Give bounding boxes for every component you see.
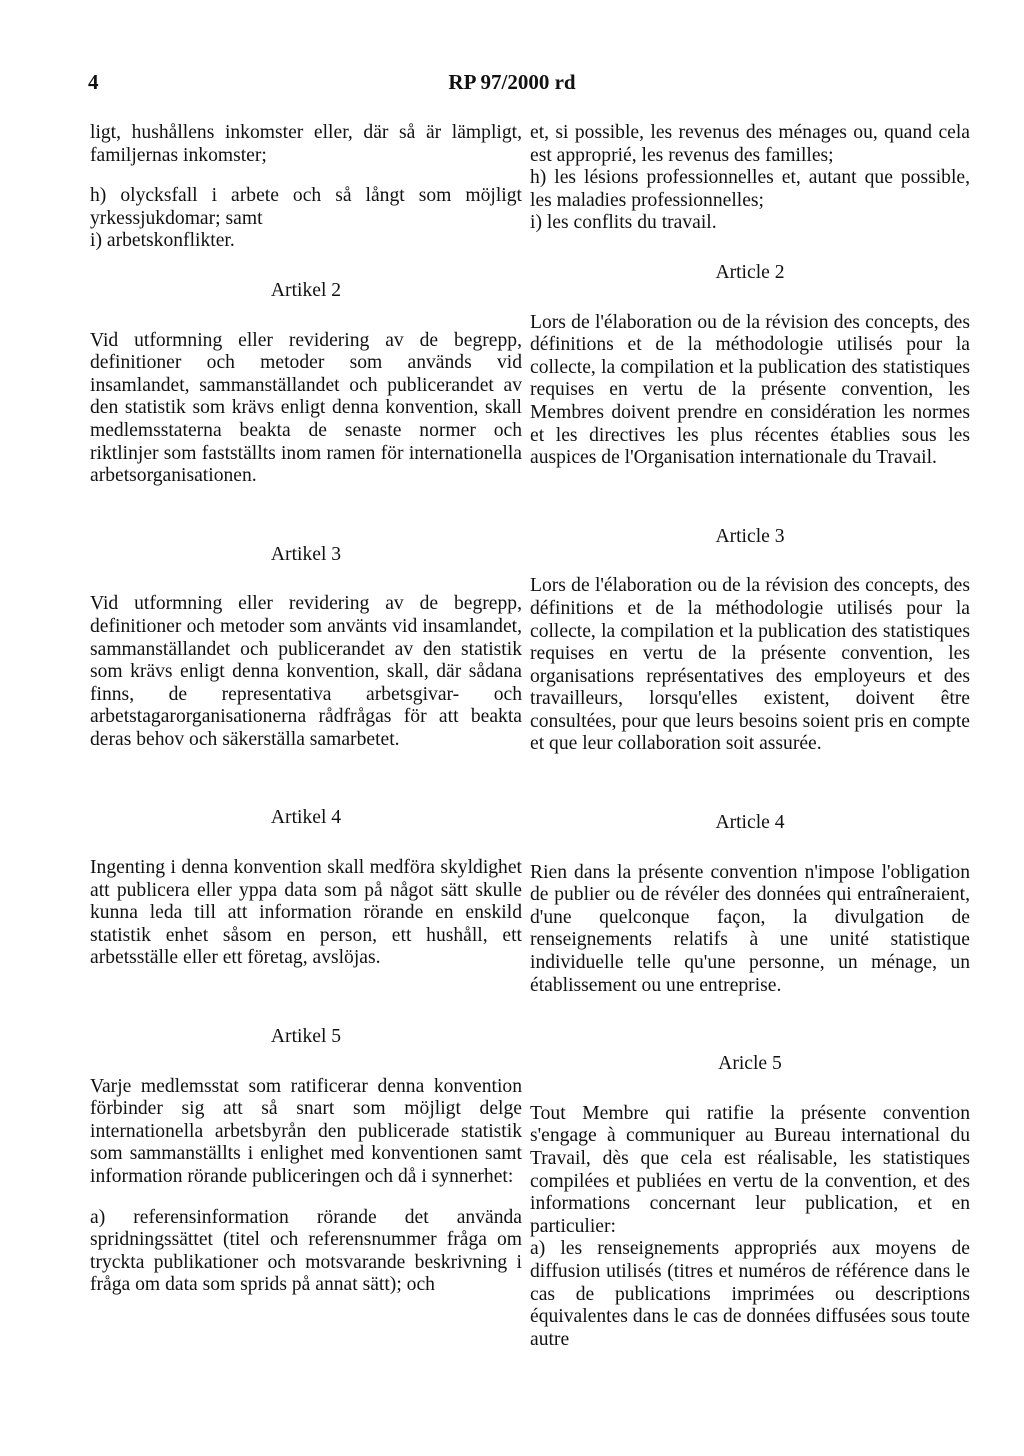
sv-article5-item-a: a) referensinformation rörande det använda spridningssättet (titel och referensnummer fråga om tryckta publikationer och motsvarande beskrivning i fråga om data som sprids på annat sätt); och (90, 1206, 522, 1296)
swedish-column (90, 122, 522, 1297)
fr-article2-heading: Article 2 (715, 261, 785, 283)
fr-article3-heading: Article 3 (715, 525, 785, 547)
french-column (530, 122, 970, 1351)
sv-article5-heading: Artikel 5 (270, 1026, 342, 1048)
page-header (0, 70, 1024, 100)
fr-article4-heading: Article 4 (715, 812, 785, 834)
sv-article2-text: Vid utformning eller revidering av de begrepp, definitioner och metoder som används vid insamlandet, sammanställandet och publicerandet av den statistik som krävs enligt denna konvention, skall medlemsstaterna beakta de senaste normer och riktlinjer som fastställts inom ramen för internationella arbetsorganisationen. (90, 329, 522, 487)
sv-item-h: h) olycksfall i arbete och så långt som möjligt yrkessjukdomar; samt (90, 185, 522, 229)
sv-article3-heading: Artikel 3 (270, 543, 342, 565)
fr-item-h: h) les lésions professionnelles et, autant que possible, les maladies professionnelles; (530, 167, 970, 211)
fr-article3-text: Lors de l'élaboration ou de la révision des concepts, des définitions et de la méthodologie utilisés pour la collecte, la compilation et la publication des statistiques requises en vertu de la présente convention, les organisations représentatives des employeurs et des travailleurs, lorsqu'elles existent, doivent être consultées, pour que leurs besoins soient pris en compte et que leur collaboration soit assurée. (530, 575, 970, 755)
sv-intro: ligt, hushållens inkomster eller, där så är lämpligt, familjernas inkomster; (90, 122, 522, 166)
sv-article4-text: Ingenting i denna konvention skall medföra skyldighet att publicera eller yppa data som på något sätt skulle kunna leda till att information rörande en enskild statistik enhet såsom en person, ett hushåll, ett arbetsställe eller ett företag, avslöjas. (90, 857, 522, 969)
fr-article5-heading: Aricle 5 (718, 1053, 782, 1075)
sv-article3-text: Vid utformning eller revidering av de begrepp, definitioner och metoder som använts vid insamlandet, sammanställandet och publicerandet av den statistik som krävs enligt denna konvention, skall, där sådana finns, de representativa arbetsgivar- och arbetstagarorganisationerna rådfrågas för att beakta deras behov och säkerställa samarbetet. (90, 593, 522, 750)
fr-article5-item-a: a) les renseignements appropriés aux moyens de diffusion utilisés (titres et numéros de référence dans le cas de publications imprimées ou descriptions équivalentes dans le cas de données diffusées sous toute autre (530, 1238, 970, 1350)
sv-item-i: i) arbetskonflikter. (90, 230, 235, 252)
fr-article4-text: Rien dans la présente convention n'impose l'obligation de publier ou de révéler des données qui entraîneraient, d'une quelconque façon, la divulgation de renseignements relatifs à une unité statistique individuelle telle qu'une personne, un ménage, un établissement ou une entreprise. (530, 861, 970, 996)
fr-article5-text: Tout Membre qui ratifie la présente convention s'engage à communiquer au Bureau international du Travail, dès que cela est réalisable, les statistiques compilées et publiées en vertu de la convention, et des informations concernant leur publication, et en particulier: (530, 1102, 970, 1237)
sv-article4-heading: Artikel 4 (270, 807, 342, 829)
sv-article2-heading: Artikel 2 (270, 279, 342, 301)
fr-item-i: i) les conflits du travail. (530, 212, 717, 234)
fr-article2-text: Lors de l'élaboration ou de la révision des concepts, des définitions et de la méthodologie utilisés pour la collecte, la compilation et la publication des statistiques requises en vertu de la présente convention, les Membres doivent prendre en considération les normes et les directives les plus récentes établies sous les auspices de l'Organisation internationale du Travail. (530, 311, 970, 469)
fr-intro: et, si possible, les revenus des ménages ou, quand cela est approprié, les revenus des familles; (530, 122, 970, 166)
page-number: 4 (88, 70, 99, 94)
sv-article5-text: Varje medlemsstat som ratificerar denna konvention förbinder sig att så snart som möjligt delge internationella arbetsbyrån den publicerade statistik som sammanställts i enlighet med konventionen samt information rörande publiceringen och då i synnerhet: (90, 1075, 522, 1187)
document-reference: RP 97/2000 rd (448, 70, 576, 94)
